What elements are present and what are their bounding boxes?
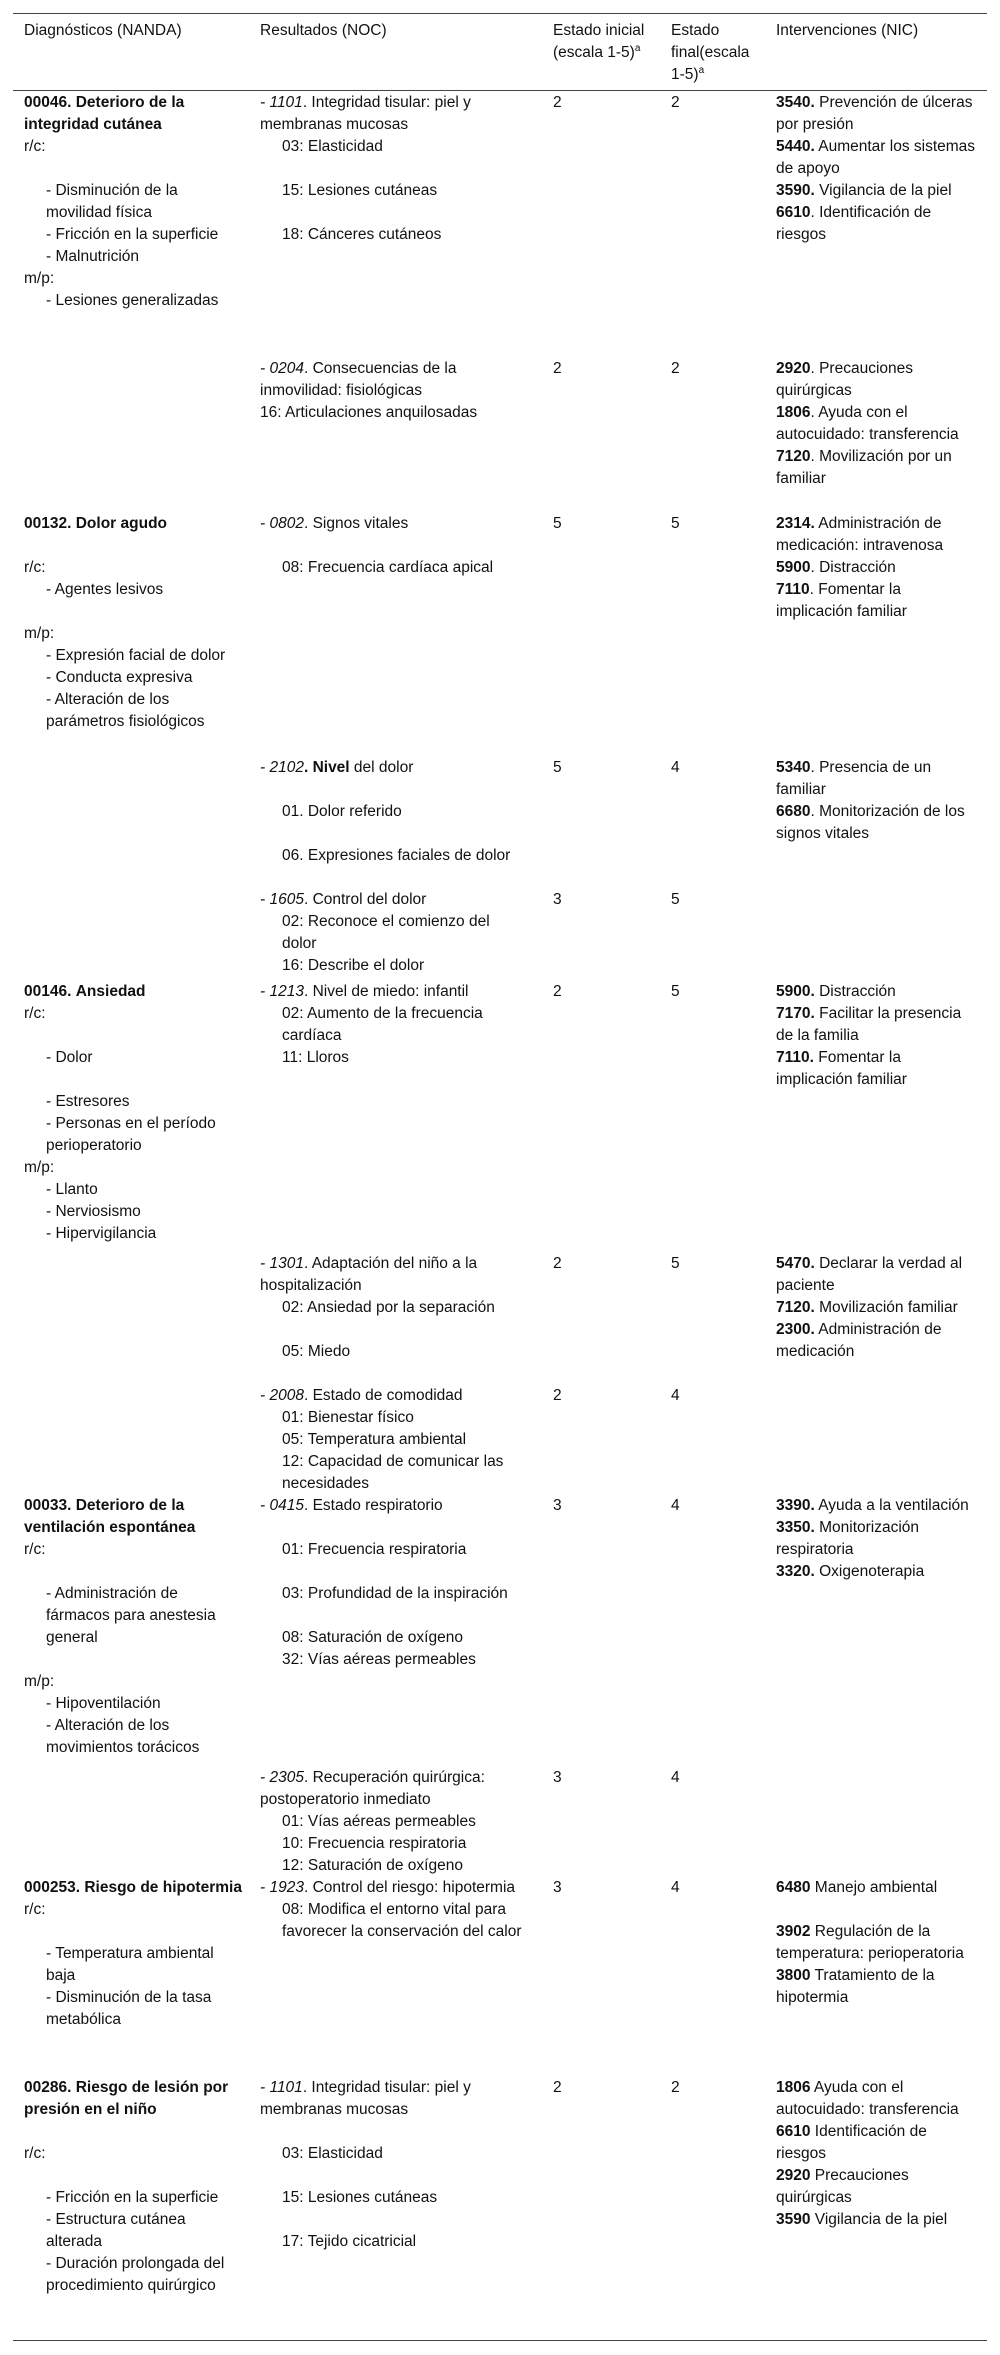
initial-state: 3 xyxy=(553,1879,562,1896)
final-state: 2 xyxy=(671,360,680,377)
initial-state: 3 xyxy=(553,1497,562,1514)
noc-1605: - 1605. Control del dolor 02: Reconoce el comienzo del dolor 16: Describe el dolor xyxy=(260,891,490,974)
header-initial-state: Estado inicial (escala 1-5)$^a$ xyxy=(553,22,645,61)
nic-list: 3540. Prevención de úlceras por presión 5440. Aumentar los sistemas de apoyo 3590. Vigilancia de la piel 6610. Identificación de riesgos xyxy=(776,94,976,243)
initial-state: 2 xyxy=(553,983,562,1000)
nic-list: 1806 Ayuda con el autocuidado: transferencia 6610 Identificación de riesgos 2920 Precauciones quirúrgicas 3590 Vigilancia de la piel xyxy=(776,2079,959,2228)
initial-state: 2 xyxy=(553,1255,562,1272)
initial-state: 2 xyxy=(553,2079,562,2096)
diagnosis-00286: 00286. Riesgo de lesión por presión en el niño r/c: - Fricción en la superficie - Estructura cutánea alterada - Duración prolongada del procedimiento quirúrgico xyxy=(24,2079,229,2294)
diagnosis-00146: 00146. Ansiedad r/c: - Dolor - Estresores - Personas en el período perioperatorio m/p: - Llanto - Nerviosismo - Hipervigilancia xyxy=(24,983,216,1242)
final-state: 4 xyxy=(671,759,680,776)
final-state: 5 xyxy=(671,1255,680,1272)
noc-1213: - 1213. Nivel de miedo: infantil 02: Aumento de la frecuencia cardíaca 11: Lloros xyxy=(260,983,483,1066)
initial-state: 5 xyxy=(553,515,562,532)
nic-list: 5900. Distracción 7170. Facilitar la presencia de la familia 7110. Fomentar la implicación familiar xyxy=(776,983,962,1088)
initial-state: 5 xyxy=(553,759,562,776)
noc-0802: - 0802. Signos vitales 08: Frecuencia cardíaca apical xyxy=(260,515,494,576)
initial-state: 2 xyxy=(553,94,562,111)
nic-list: 5340. Presencia de un familiar 6680. Monitorización de los signos vitales xyxy=(776,759,965,842)
header-final-state: Estado final(escala 1-5)$^a$ xyxy=(671,22,750,83)
initial-state: 3 xyxy=(553,1769,562,1786)
diagnosis-00046: 00046. Deterioro de la integridad cutánea r/c: - Disminución de la movilidad física - Fricción en la superficie - Malnutrición m/p: - Lesiones generalizadas xyxy=(24,94,219,309)
noc-2102: - 2102. Nivel del dolor 01. Dolor referido 06. Expresiones faciales de dolor xyxy=(260,759,511,864)
final-state: 2 xyxy=(671,94,680,111)
nic-list: 2314. Administración de medicación: intravenosa 5900. Distracción 7110. Fomentar la implicación familiar xyxy=(776,515,944,620)
noc-1923: - 1923. Control del riesgo: hipotermia 08: Modifica el entorno vital para favorecer la conservación del calor xyxy=(260,1879,522,1940)
diagnosis-00132: 00132. Dolor agudo r/c: - Agentes lesivos m/p: - Expresión facial de dolor - Conducta expresiva - Alteración de los parámetros fisiológicos xyxy=(24,515,226,730)
initial-state: 2 xyxy=(553,360,562,377)
nic-list: 5470. Declarar la verdad al paciente 7120. Movilización familiar 2300. Administración de medicación xyxy=(776,1255,963,1360)
noc-0204: - 0204. Consecuencias de la inmovilidad: fisiológicas 16: Articulaciones anquilosadas xyxy=(260,360,478,421)
noc-1301: - 1301. Adaptación del niño a la hospitalización 02: Ansiedad por la separación 05: Miedo xyxy=(260,1255,495,1360)
table-top-rule xyxy=(13,13,987,14)
table-bottom-rule xyxy=(13,2340,987,2341)
final-state: 4 xyxy=(671,1497,680,1514)
final-state: 5 xyxy=(671,983,680,1000)
nic-list: 3390. Ayuda a la ventilación 3350. Monitorización respiratoria 3320. Oxigenoterapia xyxy=(776,1497,969,1580)
noc-2008: - 2008. Estado de comodidad 01: Bienestar físico 05: Temperatura ambiental 12: Capacidad de comunicar las necesidades xyxy=(260,1387,504,1492)
initial-state: 2 xyxy=(553,1387,562,1404)
header-nanda: Diagnósticos (NANDA) xyxy=(24,22,182,39)
final-state: 5 xyxy=(671,515,680,532)
final-state: 4 xyxy=(671,1769,680,1786)
initial-state: 3 xyxy=(553,891,562,908)
final-state: 4 xyxy=(671,1387,680,1404)
final-state: 5 xyxy=(671,891,680,908)
header-nic: Intervenciones (NIC) xyxy=(776,22,919,39)
nic-list: 2920. Precauciones quirúrgicas 1806. Ayuda con el autocuidado: transferencia 7120. Movilización por un familiar xyxy=(776,360,959,487)
nic-list: 6480 Manejo ambiental 3902 Regulación de la temperatura: perioperatoria 3800 Tratamiento de la hipotermia xyxy=(776,1879,964,2006)
final-state: 2 xyxy=(671,2079,680,2096)
noc-1101: - 1101. Integridad tisular: piel y membranas mucosas 03: Elasticidad 15: Lesiones cutáneas 18: Cánceres cutáneos xyxy=(260,94,471,243)
header-noc: Resultados (NOC) xyxy=(260,22,387,39)
noc-1101: - 1101. Integridad tisular: piel y membranas mucosas 03: Elasticidad 15: Lesiones cutáneas 17: Tejido cicatricial xyxy=(260,2079,471,2250)
noc-0415: - 0415. Estado respiratorio 01: Frecuencia respiratoria 03: Profundidad de la inspiración 08: Saturación de oxígeno 32: Vías aéreas permeables xyxy=(260,1497,508,1668)
diagnosis-00033: 00033. Deterioro de la ventilación espontánea r/c: - Administración de fármacos para anestesia general m/p: - Hipoventilación - Alteración de los movimientos torácicos xyxy=(24,1497,216,1756)
noc-2305: - 2305. Recuperación quirúrgica: postoperatorio inmediato 01: Vías aéreas permeables 10: Frecuencia respiratoria 12: Saturación de oxígeno xyxy=(260,1769,485,1874)
header-rule xyxy=(13,90,987,91)
diagnosis-000253: 000253. Riesgo de hipotermia r/c: - Temperatura ambiental baja - Disminución de la tasa metabólica xyxy=(24,1879,242,2028)
final-state: 4 xyxy=(671,1879,680,1896)
